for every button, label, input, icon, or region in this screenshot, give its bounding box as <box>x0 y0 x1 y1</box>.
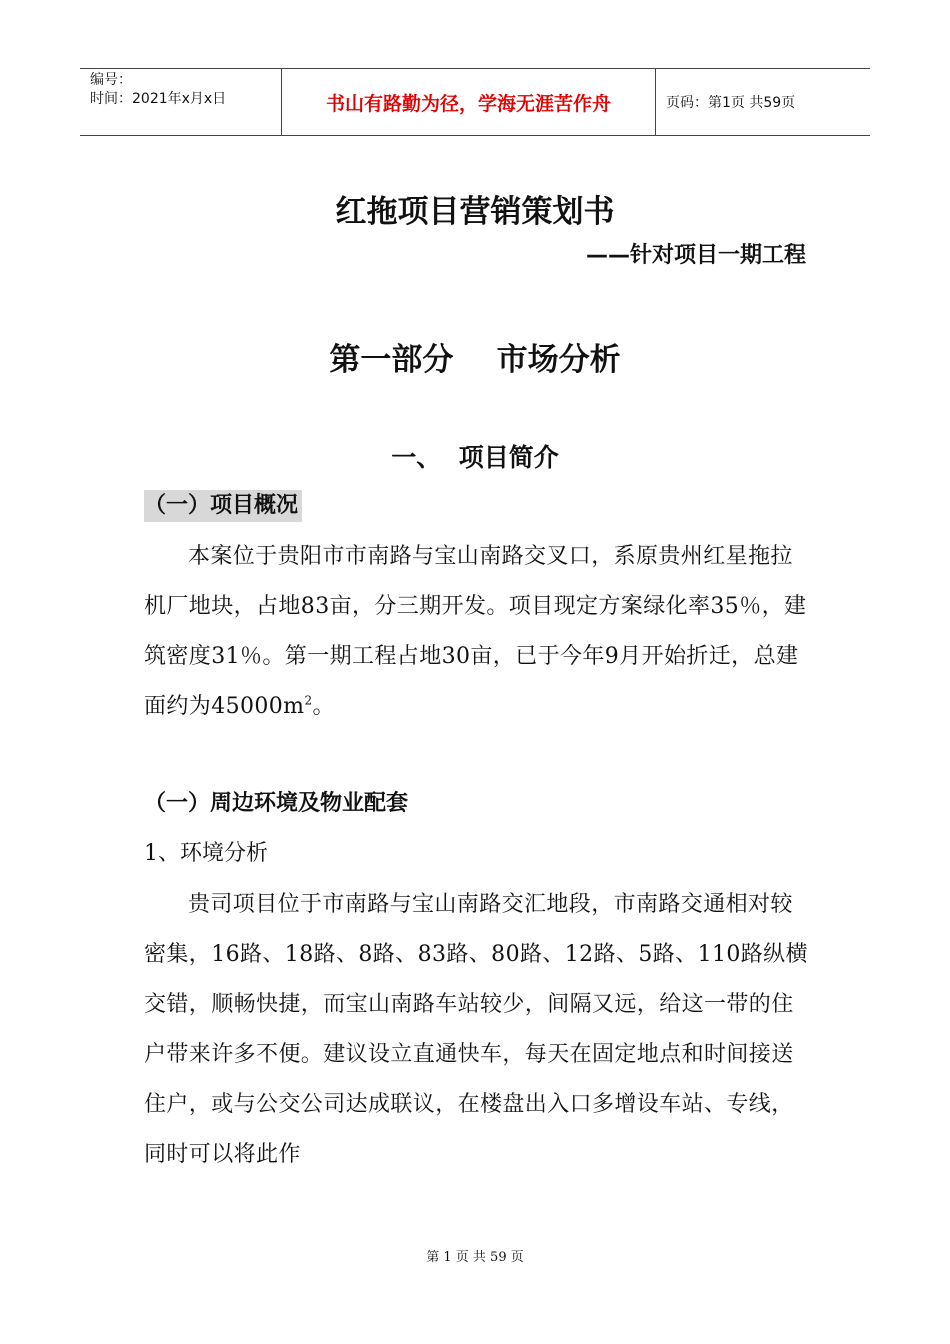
header-motto: 书山有路勤为径，学海无涯苦作舟 <box>282 69 656 135</box>
header-meta-cell <box>80 69 282 135</box>
section-heading: 一、 项目简介 <box>391 443 559 472</box>
document-number-label: 编号： <box>90 72 132 88</box>
paragraph-overview <box>144 532 808 732</box>
page-footer: 第 1 页 共 59 页 <box>426 1250 524 1265</box>
document-title: 红拖项目营销策划书 <box>335 194 615 230</box>
paragraph-environment <box>144 880 808 1180</box>
item-heading-environment-analysis: 1、环境分析 <box>144 841 268 866</box>
subsection-heading-environment: （一）周边环境及物业配套 <box>144 791 409 816</box>
part-heading: 第一部分 市场分析 <box>329 342 621 378</box>
header-page-info: 页码：第1页 共59页 <box>666 95 796 111</box>
subsection-heading-overview: （一）项目概况 <box>144 490 302 522</box>
area-unit-superscript: 2 <box>304 693 313 708</box>
document-date: 时间：2021年x月x日 <box>90 91 227 107</box>
header-table <box>80 68 870 136</box>
document-subtitle: ——针对项目一期工程 <box>585 243 806 268</box>
paragraph-overview-end: 。 <box>312 694 335 719</box>
paragraph-environment-text: 贵司项目位于市南路与宝山南路交汇地段，市南路交通相对较密集，16路、18路、8路、83路、80路、12路、5路、110路纵横交错，顺畅快捷，而宝山南路车站较少，间隔又远，给这一带的住户带来许多不便。建议设立直通快车，每天在固定地点和时间接送住户，或与公交公司达成联议，在楼盘出入口多增设车站、专线，同时可以将此作 <box>144 892 808 1167</box>
paragraph-overview-text: 本案位于贵阳市市南路与宝山南路交叉口，系原贵州红星拖拉机厂地块，占地83亩，分三期开发。项目现定方案绿化率35％，建筑密度31％。第一期工程占地30亩，已于今年9月开始折迁，总建面约为45000m <box>144 544 807 719</box>
